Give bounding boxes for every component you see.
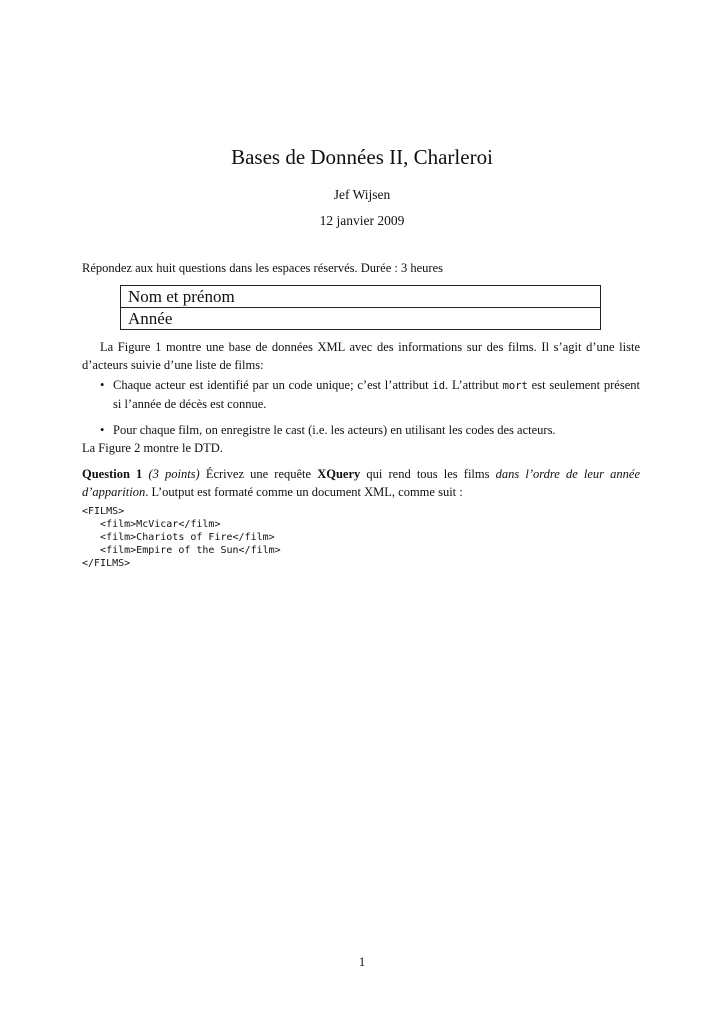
code-id: id: [432, 380, 446, 392]
question-points: (3 points): [148, 467, 200, 481]
question-label: Question 1: [82, 467, 143, 481]
document-date: 12 janvier 2009: [319, 213, 405, 228]
code-line: <film>Chariots of Fire</film>: [82, 532, 275, 543]
xquery-term: XQuery: [317, 467, 361, 481]
code-line: <film>McVicar</film>: [82, 519, 221, 530]
dtd-paragraph: La Figure 2 montre le DTD.: [82, 441, 223, 455]
bullet-list: [96, 376, 640, 439]
xml-code-block: [82, 505, 281, 570]
instructions-text: Répondez aux huit questions dans les espaces réservés. Durée : 3 heures: [82, 261, 443, 275]
document-title: Bases de Données II, Charleroi: [231, 145, 493, 169]
code-line: <film>Empire of the Sun</film>: [82, 545, 281, 556]
bullet-icon: •: [100, 423, 105, 437]
name-field-label[interactable]: Nom et prénom: [121, 286, 601, 308]
code-line: <FILMS>: [82, 506, 125, 517]
question-1: Question 1 (3 points) Écrivez une requête XQuery qui rend tous les films dans l’ordre de leur année d’apparition. L’output est formaté comme un document XML, comme suit :: [82, 467, 641, 499]
list-item: • Pour chaque film, on enregistre le cast (i.e. les acteurs) en utilisant les codes des acteurs.: [100, 423, 556, 437]
code-line: </FILMS>: [82, 558, 131, 569]
intro-paragraph: La Figure 1 montre une base de données XML avec des informations sur des films. Il s’agit d’une liste d’acteurs suivie d’une liste de films:: [82, 340, 640, 372]
code-mort: mort: [502, 380, 528, 392]
bullet-icon: •: [100, 378, 105, 392]
list-item: • Chaque acteur est identifié par un code unique; c’est l’attribut id. L’attribut mort est seulement présent si l’année de décès est connue.: [100, 378, 640, 411]
student-id-box: [120, 285, 601, 330]
year-field-label[interactable]: Année: [121, 308, 601, 330]
emphasis-text: dans l’ordre de leur année d’apparition: [82, 467, 641, 499]
author-name: Jef Wijsen: [333, 187, 391, 202]
page-number: 1: [358, 955, 366, 969]
